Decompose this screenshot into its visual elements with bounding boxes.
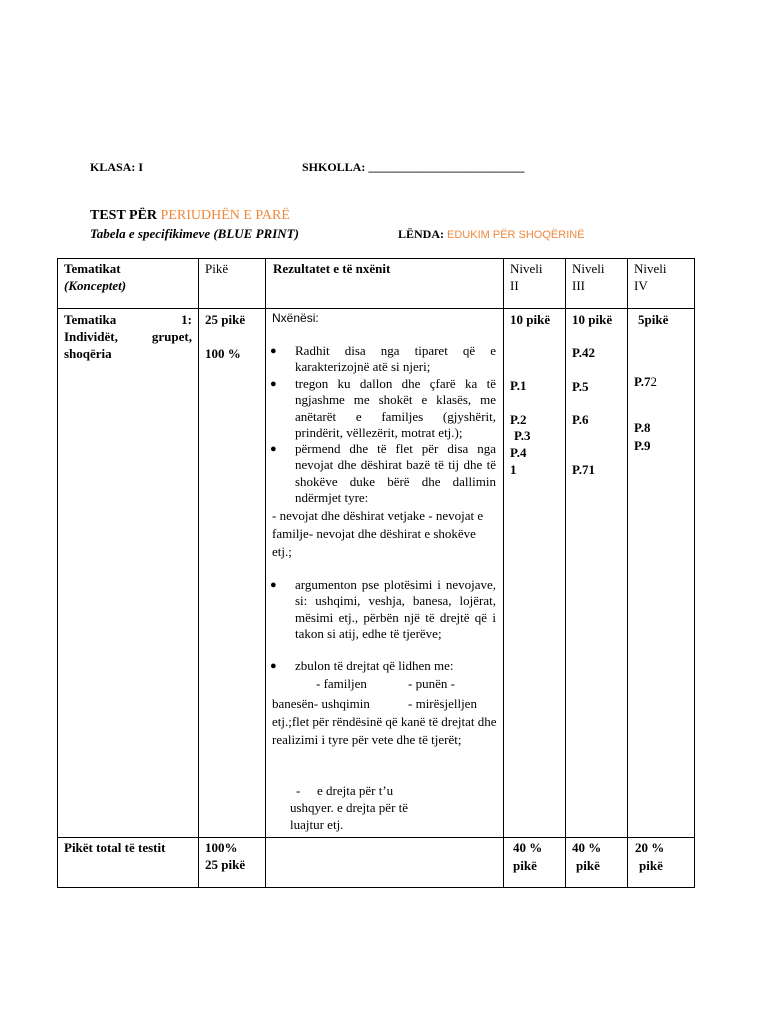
class-label: KLASA: I	[90, 160, 144, 174]
rights-miresjelljen: - mirësjelljen	[408, 696, 477, 711]
test-title-prefix: TEST PËR	[90, 208, 161, 223]
right-dash: -	[296, 783, 301, 798]
level-3-question: P.6	[572, 412, 589, 427]
header-pike: Pikë	[205, 261, 229, 276]
column-divider	[503, 258, 504, 888]
level-2-total-points: pikë	[513, 858, 537, 873]
column-divider	[265, 258, 266, 888]
rights-banesen: banesën- ushqimin	[272, 696, 370, 711]
outcomes-intro: Nxënësi:	[272, 311, 319, 325]
outcome-item: përmend dhe të flet për disa nga nevojat dhe dëshirat bazë të tij dhe të shokëve duke bërë dhe dallimin ndërmjet tyre:	[295, 441, 496, 505]
level-2-points: 10 pikë	[510, 312, 551, 327]
level-2-question: P.1	[510, 378, 527, 393]
outcome-item: tregon ku dallon dhe çfarë ka të ngjashme me shokët e klasës, me anëtarët e familjes (gjyshërit, prindërit, vëllezërit, motrat etj.);	[295, 376, 496, 440]
header-rezultatet: Rezultatet e të nxënit	[273, 261, 391, 276]
outcome-item: argumenton pse plotësimi i nevojave, si: ushqimi, veshja, banesa, lojërat, mësimi etj., përbën një të drejtë që i takon si atij, edhe të tjerëve;	[295, 577, 496, 641]
subject-label: LËNDA:	[398, 227, 448, 241]
test-period: PERIUDHËN E PARË	[160, 208, 290, 223]
rights-familjen: - familjen	[316, 676, 367, 691]
level-3-total-points: pikë	[576, 858, 600, 873]
topic-cell: Tematika 1: Individët, grupet, shoqëria	[64, 312, 192, 361]
level-3-question: P.71	[572, 462, 595, 477]
level-3-points: 10 pikë	[572, 312, 613, 327]
points-value: 25 pikë	[205, 312, 246, 327]
test-title	[90, 208, 290, 224]
right-play-line: ushqyer. e drejta për të	[290, 800, 409, 815]
table-border-right	[694, 258, 695, 888]
table-border-left	[57, 258, 58, 888]
level-4-points: 5pikë	[638, 312, 669, 327]
table-total-divider	[57, 837, 695, 838]
level-4-question: P.8	[634, 420, 651, 435]
outcome-item: zbulon të drejtat që lidhen me:	[295, 658, 454, 673]
level-2-question: 1	[510, 462, 517, 477]
column-divider	[198, 258, 199, 888]
column-divider	[565, 258, 566, 888]
level-3-total-percent: 40 %	[572, 840, 602, 855]
school-field: SHKOLLA: __________________________	[302, 160, 525, 174]
level-4-question: P.9	[634, 438, 651, 453]
total-label: Pikët total të testit	[64, 840, 166, 855]
table-header-divider	[57, 308, 695, 309]
right-play-end: luajtur etj.	[290, 817, 344, 832]
level-4-question: P.72	[634, 374, 657, 389]
needs-paragraph: - nevojat dhe dëshirat vetjake - nevojat e familje- nevojat dhe dëshirat e shokëve etj.;	[272, 508, 484, 559]
bullet-icon: ●	[270, 345, 277, 357]
blueprint-subtitle: Tabela e specifikimeve (BLUE PRINT)	[90, 226, 299, 241]
right-food-line: e drejta për t’u	[317, 783, 394, 798]
level-2-question: P.3	[514, 428, 531, 443]
header-niveli-4: Niveli IV	[634, 261, 667, 293]
header-konceptet: (Konceptet)	[64, 278, 127, 293]
level-3-question: P.42	[572, 345, 595, 360]
bullet-icon: ●	[270, 443, 277, 455]
header-tematikat: Tematikat	[64, 261, 121, 276]
rights-punen: - punën -	[408, 676, 455, 691]
table-border-top	[57, 258, 695, 259]
level-3-question: P.5	[572, 379, 589, 394]
subject-line	[398, 227, 585, 242]
header-niveli-2: Niveli II	[510, 261, 543, 293]
rights-importance: etj.;flet për rëndësinë që kanë të drejtat dhe realizimi i tyre për vete dhe të tjerët;	[272, 714, 497, 747]
level-2-total-percent: 40 %	[513, 840, 543, 855]
bullet-icon: ●	[270, 579, 277, 591]
outcome-item: Radhit disa nga tiparet që e karakterizojnë atë si njeri;	[295, 343, 496, 375]
subject-value: EDUKIM PËR SHOQËRINË	[447, 229, 585, 241]
level-4-total-points: pikë	[639, 858, 663, 873]
points-percent: 100 %	[205, 346, 241, 361]
column-divider	[627, 258, 628, 888]
total-percent: 100%	[205, 840, 238, 855]
bullet-icon: ●	[270, 660, 277, 672]
table-border-bottom	[57, 887, 695, 888]
level-2-question: P.4	[510, 445, 527, 460]
bullet-icon: ●	[270, 378, 277, 390]
level-2-question: P.2	[510, 412, 527, 427]
header-niveli-3: Niveli III	[572, 261, 605, 293]
total-points: 25 pikë	[205, 857, 246, 872]
level-4-total-percent: 20 %	[635, 840, 665, 855]
